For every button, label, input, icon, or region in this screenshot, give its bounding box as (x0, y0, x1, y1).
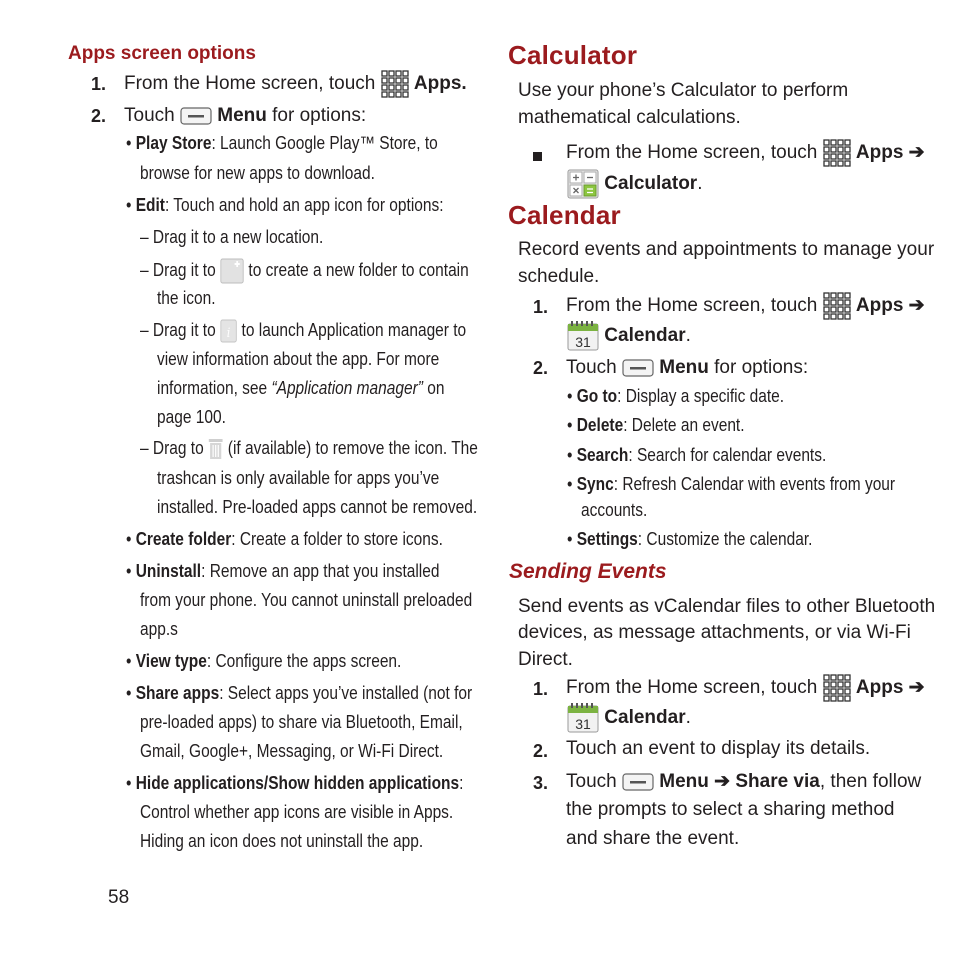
share-apps-line-2: pre-loaded apps) to share via Bluetooth, Email, (140, 712, 463, 732)
trash-icon (208, 438, 223, 460)
bullet-uninstall: • Uninstall: Remove an app that you installed (126, 561, 440, 581)
dash-item-1: – Drag it to a new location. (140, 227, 324, 247)
hide-apps-line-2: Control whether app icons are visible in Apps. (140, 802, 454, 822)
sending-step-1-line-2: 31 Calendar. (567, 702, 691, 734)
calendar-day-number: 31 (575, 715, 591, 732)
calculator-step-line-2: Calculator. (567, 168, 702, 200)
menu-key-icon (622, 773, 654, 791)
sending-step-3-line-3: and share the event. (566, 828, 740, 849)
calendar-app-icon (567, 703, 599, 733)
sending-events-heading: Sending Events (509, 560, 667, 583)
dash-3-line-4: page 100. (157, 407, 226, 427)
uninstall-line-3: app.s (140, 619, 178, 639)
dash-4-line-2: trashcan is only available for apps you’ve (157, 468, 440, 488)
sending-step-1: From the Home screen, touch Apps ➔ (566, 674, 925, 702)
sending-step-3-line-2: the prompts to select a sharing method (566, 799, 895, 820)
bullet-edit: • Edit: Touch and hold an app icon for options: (126, 195, 444, 215)
bullet-hide-applications: • Hide applications/Show hidden applications: (126, 773, 464, 793)
dash-4-line-3: installed. Pre-loaded apps cannot be removed. (157, 497, 478, 517)
left-step-2: Touch Menu for options: (124, 105, 367, 126)
calendar-step-2: Touch Menu for options: (566, 357, 809, 378)
dash-2-line-2: the icon. (157, 288, 216, 308)
play-store-line-2: browse for new apps to download. (140, 163, 375, 183)
calculator-desc-line-1: Use your phone’s Calculator to perform (518, 80, 849, 101)
bullet-delete: • Delete: Delete an event. (567, 415, 745, 435)
calculator-step: From the Home screen, touch Apps ➔ (566, 139, 925, 167)
step-number: 2. (533, 358, 549, 378)
dash-item-3: – Drag it to i to launch Application manager to (140, 319, 466, 343)
calendar-desc-line-2: schedule. (518, 266, 600, 287)
app-info-icon (220, 319, 237, 343)
sending-desc-line-3: Direct. (518, 649, 573, 670)
left-step-1: From the Home screen, touch Apps. (124, 70, 467, 98)
page-number: 58 (108, 887, 130, 908)
apps-grid-icon (823, 674, 851, 702)
calendar-app-icon (567, 321, 599, 351)
bullet-create-folder: • Create folder: Create a folder to store icons. (126, 529, 443, 549)
step-number: 1. (533, 679, 549, 699)
menu-key-icon (622, 359, 654, 377)
apps-grid-icon (381, 70, 409, 98)
apps-screen-options-heading: Apps screen options (68, 43, 256, 64)
uninstall-line-2: from your phone. You cannot uninstall preloaded (140, 590, 473, 610)
bullet-play-store: • Play Store: Launch Google Play™ Store, to (126, 133, 438, 153)
calendar-step-1: From the Home screen, touch Apps ➔ (566, 292, 925, 320)
calendar-day-number: 31 (575, 333, 591, 350)
apps-grid-icon (823, 139, 851, 167)
calculator-desc-line-2: mathematical calculations. (518, 107, 741, 128)
share-apps-line-3: Gmail, Google+, Messaging, or Wi-Fi Direct. (140, 741, 444, 761)
bullet-search: • Search: Search for calendar events. (567, 445, 827, 465)
calendar-step-1-line-2: 31 Calendar. (567, 320, 691, 352)
bullet-share-apps: • Share apps: Select apps you’ve installed (not for (126, 683, 473, 703)
calendar-desc-line-1: Record events and appointments to manage your (518, 239, 935, 260)
bullet-settings: • Settings: Customize the calendar. (567, 529, 813, 549)
bullet-view-type: • View type: Configure the apps screen. (126, 651, 402, 671)
new-folder-icon (220, 258, 244, 284)
dash-item-2: – Drag it to to create a new folder to contain (140, 258, 469, 284)
step-number: 2. (91, 106, 107, 126)
bullet-go-to: • Go to: Display a specific date. (567, 386, 785, 406)
cross-reference-link[interactable]: “Application manager” (271, 378, 423, 398)
sending-step-3: Touch Menu ➔ Share via, then follow (566, 771, 922, 792)
calculator-heading: Calculator (508, 40, 638, 70)
bullet-sync: • Sync: Refresh Calendar with events from your (567, 474, 896, 494)
hide-apps-line-3: Hiding an icon does not uninstall the app. (140, 831, 424, 851)
step-number: 3. (533, 773, 549, 793)
dash-item-4: – Drag to (if available) to remove the icon. The (140, 438, 478, 460)
step-number: 1. (533, 297, 549, 317)
dash-3-line-2: view information about the app. For more (157, 349, 440, 369)
sending-step-2: Touch an event to display its details. (566, 738, 871, 759)
sending-desc-line-2: devices, as message attachments, or via Wi-Fi (518, 622, 911, 643)
square-bullet (533, 148, 542, 166)
apps-grid-icon (823, 292, 851, 320)
dash-3-line-3: information, see “Application manager” on (157, 378, 445, 398)
step-number: 1. (91, 74, 107, 94)
sending-desc-line-1: Send events as vCalendar files to other Bluetooth (518, 596, 936, 617)
calendar-heading: Calendar (508, 200, 621, 230)
menu-key-icon (180, 107, 212, 125)
step-number: 2. (533, 741, 549, 761)
calculator-app-icon (567, 169, 599, 199)
svg-text:i: i (226, 325, 231, 341)
sync-line-2: accounts. (581, 500, 648, 520)
